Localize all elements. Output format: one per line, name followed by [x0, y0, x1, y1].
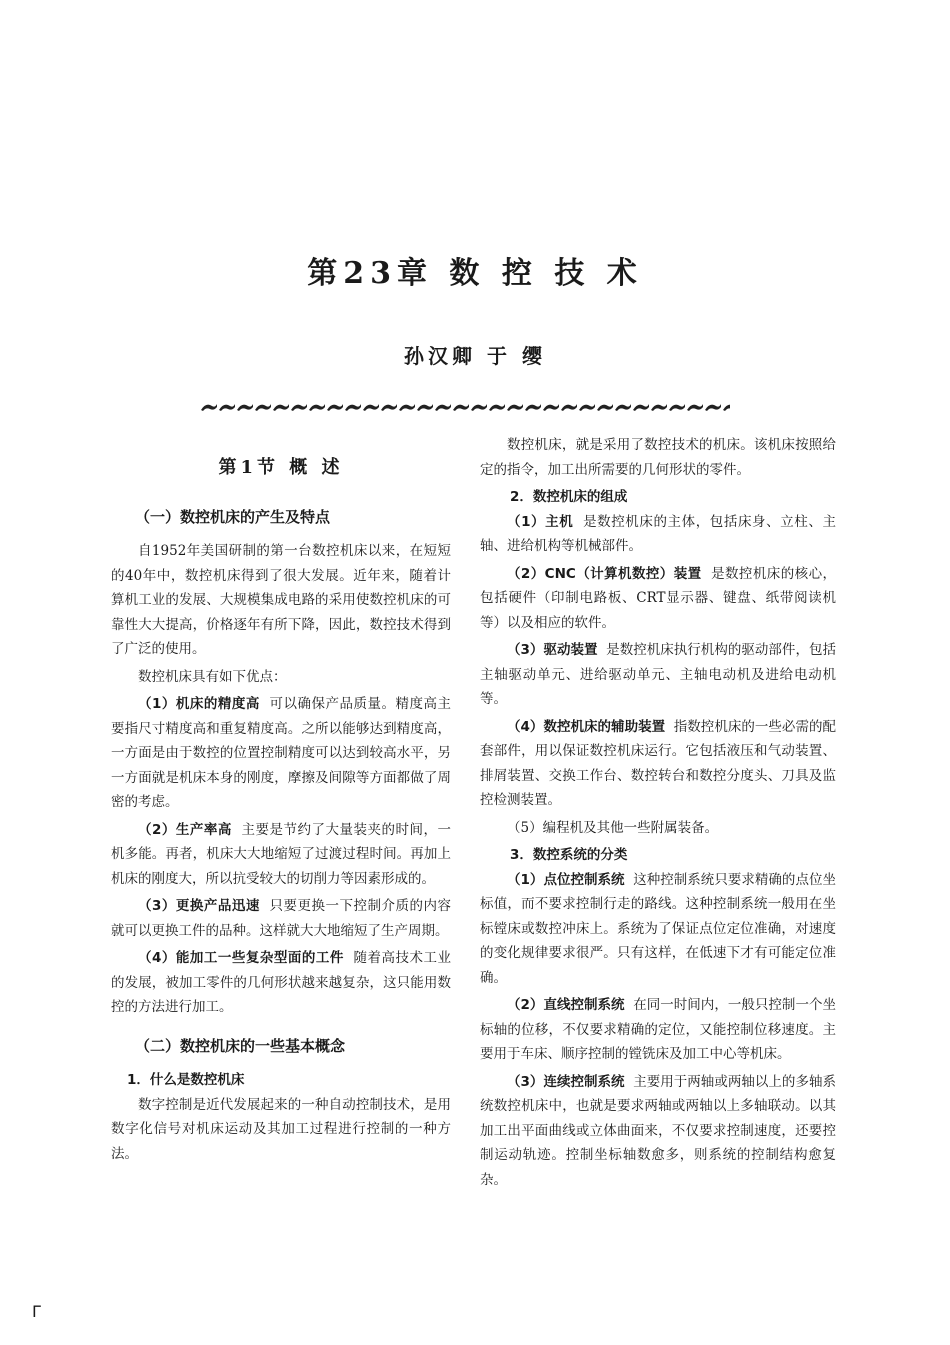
- advantage-4-text: 随着高技术工业的发展，被加工零件的几何形状越来越复杂，这只能用数控的方法进行加工。: [111, 950, 451, 1015]
- advantage-3-text: 只要更换一下控制介质的内容就可以更换工件的品种。这样就大大地缩短了生产周期。: [111, 898, 451, 939]
- system-3-term: （3）连续控制系统: [507, 1073, 625, 1090]
- component-2: [480, 562, 836, 636]
- advantage-2-text: 主要是节约了大量装夹的时间，一机多能。再者，机床大大地缩短了过渡过程时间。再加上机床的刚度大，所以抗受较大的切削力等因素形成的。: [111, 821, 451, 887]
- authors: 孙汉卿 于 缨: [404, 344, 546, 368]
- system-2-term: （2）直线控制系统: [507, 997, 625, 1013]
- system-1-text: 这种控制系统只要求精确的点位坐标值，而不要求控制行走的路线。这种控制系统一般用在坐标镗床或数控冲床上。系统为了保证点位定位准确，对速度的变化规律要求很严。只有这样，在低速下才有可能定位准确。: [480, 871, 836, 986]
- advantage-1: [111, 692, 451, 815]
- system-2: [480, 993, 836, 1067]
- system-1-term: （1）点位控制系统: [507, 871, 625, 888]
- component-3-term: （3）驱动装置: [507, 642, 598, 658]
- advantage-1-term: （1）机床的精度高: [138, 696, 260, 712]
- system-2-text: 在同一时间内，一般只控制一个坐标轴的位移，不仅要求精确的定位，又能控制位移速度。主要用于车床、顺序控制的镗铣床及加工中心等机床。: [480, 997, 836, 1062]
- system-3: [480, 1070, 836, 1193]
- component-2-text: 是数控机床的核心，包括硬件（印制电路板、CRT显示器、键盘、纸带阅读机等）以及相应的软件。: [480, 565, 837, 631]
- corner-mark: Γ: [32, 1302, 41, 1321]
- heading-origin-features: （一）数控机床的产生及特点: [135, 507, 331, 526]
- paragraph-nc-machine-definition: 数控机床，就是采用了数控技术的机床。该机床按照给定的指令，加工出所需要的几何形状的零件。: [480, 437, 836, 478]
- component-1: [480, 510, 836, 559]
- advantage-3-term: （3）更换产品迅速: [138, 898, 260, 914]
- advantage-4: [111, 946, 451, 1020]
- paragraph-nc-definition: 数字控制是近代发展起来的一种自动控制技术，是用数字化信号对机床运动及其加工过程进行控制的一种方法。: [111, 1096, 451, 1162]
- component-1-text: 是数控机床的主体，包括床身、立柱、主轴、进给机构等机械部件。: [480, 513, 836, 554]
- advantage-1-text: 可以确保产品质量。精度高主要指尺寸精度高和重复精度高。之所以能够达到精度高，一方面是由于数控的位置控制精度可以达到较高水平，另一方面就是机床本身的刚度，摩擦及间隙等方面都做了周密的考虑。: [111, 696, 451, 810]
- heading-classification: 3．数控系统的分类: [510, 847, 628, 863]
- advantage-3: [111, 894, 451, 943]
- left-column: [111, 452, 451, 1169]
- advantage-2-term: （2）生产率高: [138, 821, 232, 838]
- heading-basic-concepts: （二）数控机床的一些基本概念: [135, 1036, 346, 1055]
- component-4: [480, 715, 836, 813]
- ornamental-divider: [200, 401, 730, 413]
- heading-what-is-nc: 1．什么是数控机床: [127, 1072, 245, 1088]
- component-3-text: 是数控机床执行机构的驱动部件，包括主轴驱动单元、进给驱动单元、主轴电动机及进给电动机等。: [480, 642, 836, 707]
- component-2-term: （2）CNC（计算机数控）装置: [507, 565, 702, 582]
- advantage-4-term: （4）能加工一些复杂型面的工件: [138, 950, 344, 966]
- advantage-2: [111, 818, 451, 892]
- section-title: 第1节 概 述: [218, 457, 344, 478]
- paragraph-advantages-lead: 数控机床具有如下优点：: [138, 668, 287, 685]
- system-1: [480, 868, 836, 991]
- heading-composition: 2．数控机床的组成: [510, 489, 628, 505]
- component-1-term: （1）主机: [507, 513, 574, 530]
- component-5: （5）编程机及其他一些附属装备。: [507, 819, 719, 836]
- right-column: [480, 433, 836, 1195]
- paragraph-intro: 自1952年美国研制的第一台数控机床以来，在短短的40年中，数控机床得到了很大发展。近年来，随着计算机工业的发展、大规模集成电路的采用使数控机床的可靠性大大提高，价格逐年有所下降，因此，数控技术得到了广泛的使用。: [111, 543, 451, 657]
- component-4-text: 指数控机床的一些必需的配套部件，用以保证数控机床运行。它包括液压和气动装置、排屑装置、交换工作台、数控转台和数控分度头、刀具及监控检测装置。: [480, 718, 836, 808]
- component-3: [480, 638, 836, 712]
- system-3-text: 主要用于两轴或两轴以上的多轴系统数控机床中，也就是要求两轴或两轴以上多轴联动。以其加工出平面曲线或立体曲面来，不仅要求控制速度，还要控制运动轨迹。控制坐标轴数愈多，则系统的控制结构愈复杂。: [480, 1073, 836, 1188]
- component-4-term: （4）数控机床的辅助装置: [507, 718, 666, 735]
- chapter-title: 第23章 数 控 技 术: [307, 256, 643, 291]
